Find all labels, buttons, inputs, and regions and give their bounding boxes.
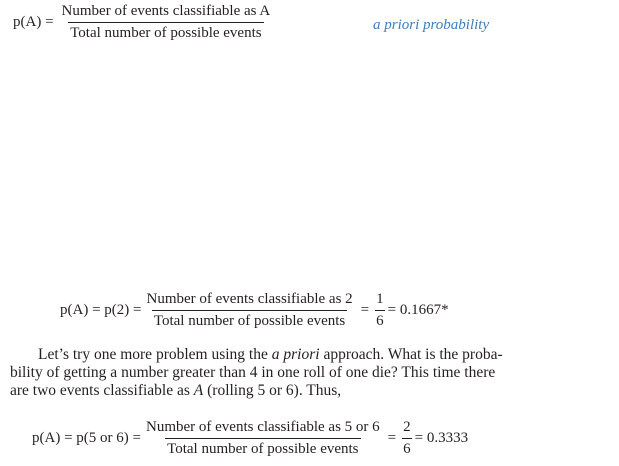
formula3-simple-fraction <box>402 419 412 458</box>
formula1-lhs: p(A) = <box>13 14 54 30</box>
formula3-denominator: Total number of possible events <box>165 438 360 458</box>
formula2-equals: = <box>360 302 370 318</box>
paragraph-variable: A <box>193 382 204 399</box>
a-priori-annotation: a priori probability <box>373 17 490 33</box>
formula2-lhs: p(A) = p(2) = <box>60 302 142 318</box>
paragraph-text: are two events classifiable as <box>10 382 190 399</box>
paragraph-emphasis: a priori <box>271 346 320 363</box>
formula3-equals: = <box>387 430 397 446</box>
paragraph-text: approach. What is the proba- <box>323 346 503 363</box>
formula3-result: = 0.3333 <box>414 430 469 446</box>
paragraph-text: (rolling 5 or 6). Thus, <box>207 382 342 399</box>
formula2-fraction <box>144 291 354 330</box>
formula2-simple-numerator: 1 <box>376 291 384 307</box>
formula2-result: = 0.1667* <box>387 302 449 318</box>
formula1-denominator: Total number of possible events <box>68 22 263 42</box>
paragraph-line-2: bility of getting a number greater than 4 in one roll of one die? This time there <box>10 364 496 381</box>
paragraph-text: Let’s try one more problem using the <box>38 346 268 363</box>
formula2-simple-fraction <box>375 291 385 330</box>
formula2-simple-denominator: 6 <box>375 310 385 330</box>
body-paragraph <box>10 346 610 400</box>
formula-roll-five-or-six <box>32 419 468 458</box>
formula1-numerator: Number of events classifiable as A <box>61 3 271 19</box>
formula2-numerator: Number of events classifiable as 2 <box>146 291 353 307</box>
paragraph-line-1 <box>10 346 610 364</box>
formula1-fraction <box>60 3 273 42</box>
formula3-fraction <box>144 419 382 458</box>
formula-roll-two <box>60 291 449 330</box>
formula2-denominator: Total number of possible events <box>152 310 347 330</box>
formula3-simple-numerator: 2 <box>403 419 411 435</box>
formula3-lhs: p(A) = p(5 or 6) = <box>32 430 141 446</box>
paragraph-line-3 <box>10 382 610 400</box>
formula3-simple-denominator: 6 <box>402 438 412 458</box>
formula-a-priori-definition <box>13 3 275 42</box>
formula3-numerator: Number of events classifiable as 5 or 6 <box>145 419 380 435</box>
